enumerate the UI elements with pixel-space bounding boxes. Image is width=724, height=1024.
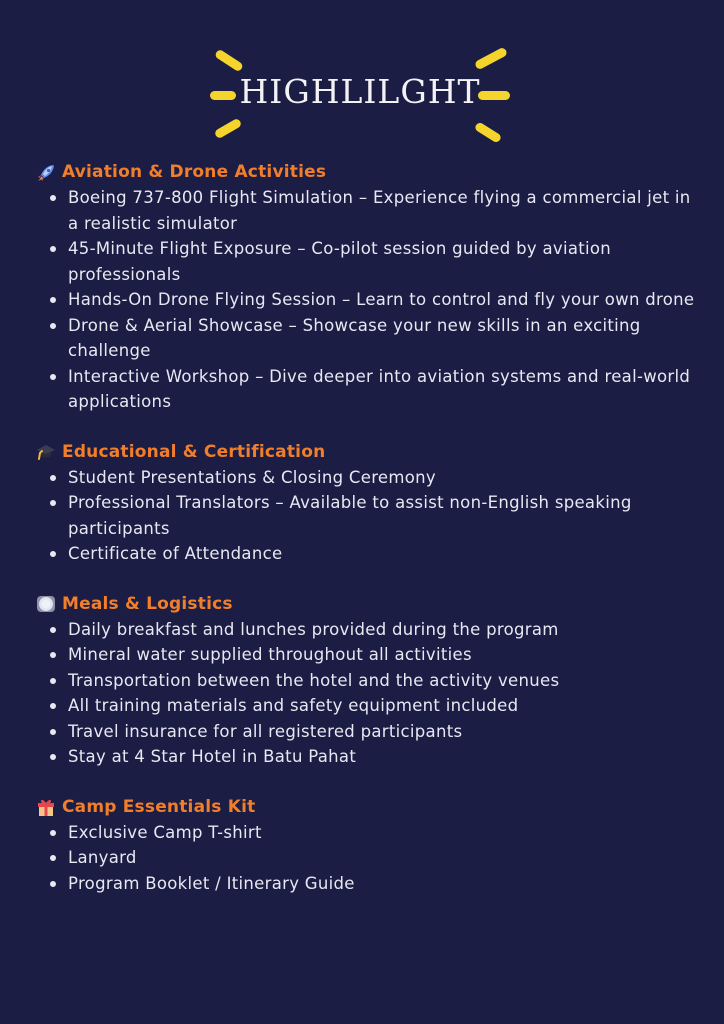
- list-item: [68, 287, 696, 313]
- section-title: Meals & Logistics: [62, 593, 233, 614]
- list-item: [68, 642, 696, 668]
- highlight-ray-decoration: [214, 49, 244, 73]
- bullet-icon: [50, 627, 56, 633]
- item-text: Certificate of Attendance: [68, 544, 283, 563]
- item-text: Travel insurance for all registered participants: [68, 721, 463, 741]
- bullet-icon: [50, 500, 56, 506]
- section-heading: [36, 592, 696, 617]
- bullet-icon: [50, 297, 56, 303]
- bullet-icon: [50, 246, 56, 252]
- item-text: Mineral water supplied throughout all activities: [68, 645, 472, 664]
- bullet-icon: [50, 729, 56, 735]
- item-text: Student Presentations & Closing Ceremony: [68, 467, 436, 487]
- title-banner: [200, 40, 520, 150]
- list-item: [68, 541, 696, 567]
- section-heading: [36, 795, 696, 820]
- item-text: Lanyard: [68, 848, 137, 867]
- item-text: Hands-On Drone Flying Session – Learn to control and fly your own drone: [68, 290, 695, 309]
- bullet-icon: [50, 374, 56, 380]
- list-item: [68, 364, 696, 415]
- item-text: 45-Minute Flight Exposure – Co-pilot session guided by aviation professionals: [68, 239, 612, 284]
- section-camp-essentials: [36, 795, 696, 897]
- item-text: Daily breakfast and lunches provided during the program: [68, 619, 559, 639]
- section-educational-certification: [36, 440, 696, 567]
- list-item: [68, 744, 696, 770]
- item-text: Transportation between the hotel and the activity venues: [68, 670, 560, 690]
- graduation-cap-icon: [36, 442, 56, 462]
- item-text: Exclusive Camp T-shirt: [68, 822, 262, 842]
- list-item: [68, 236, 696, 287]
- plate-icon: [36, 594, 56, 614]
- bullet-icon: [50, 323, 56, 329]
- list-item: [68, 490, 696, 541]
- list-item: [68, 668, 696, 694]
- bullet-icon: [50, 754, 56, 760]
- list-item: [68, 871, 696, 897]
- bullet-icon: [50, 551, 56, 557]
- bullet-icon: [50, 652, 56, 658]
- bullet-icon: [50, 475, 56, 481]
- item-text: Professional Translators – Available to assist non-English speaking participants: [68, 493, 632, 538]
- section-aviation-drone: [36, 160, 696, 415]
- bullet-icon: [50, 830, 56, 836]
- highlight-ray-decoration: [474, 121, 503, 143]
- list-item: [68, 693, 696, 719]
- item-text: Drone & Aerial Showcase – Showcase your new skills in an exciting challenge: [68, 315, 641, 360]
- item-text: Program Booklet / Itinerary Guide: [68, 873, 355, 893]
- list-item: [68, 465, 696, 491]
- item-text: Interactive Workshop – Dive deeper into aviation systems and real-world applications: [68, 366, 691, 411]
- item-list: [36, 465, 696, 567]
- section-title: Educational & Certification: [62, 441, 326, 462]
- list-item: [68, 719, 696, 745]
- item-list: [36, 820, 696, 897]
- gift-icon: [36, 797, 56, 817]
- item-text: All training materials and safety equipment included: [68, 696, 519, 715]
- section-title: Aviation & Drone Activities: [62, 162, 327, 182]
- list-item: [68, 313, 696, 364]
- list-item: [68, 185, 696, 236]
- list-item: [68, 617, 696, 643]
- bullet-icon: [50, 195, 56, 201]
- section-title: Camp Essentials Kit: [62, 796, 256, 817]
- highlight-ray-decoration: [474, 47, 508, 71]
- section-heading: [36, 440, 696, 465]
- section-heading: [36, 160, 696, 185]
- bullet-icon: [50, 678, 56, 684]
- item-text: Stay at 4 Star Hotel in Batu Pahat: [68, 747, 357, 766]
- list-item: [68, 845, 696, 871]
- highlights-content: [36, 160, 696, 921]
- bullet-icon: [50, 703, 56, 709]
- section-meals-logistics: [36, 592, 696, 770]
- rocket-icon: [36, 163, 56, 183]
- highlight-ray-decoration: [214, 118, 243, 140]
- item-list: [36, 617, 696, 770]
- item-list: [36, 185, 696, 415]
- item-text: Boeing 737-800 Flight Simulation – Experience flying a commercial jet in a realistic simulator: [68, 188, 691, 233]
- page-title: HIGHLILGHT: [239, 72, 481, 111]
- list-item: [68, 820, 696, 846]
- bullet-icon: [50, 855, 56, 861]
- bullet-icon: [50, 881, 56, 887]
